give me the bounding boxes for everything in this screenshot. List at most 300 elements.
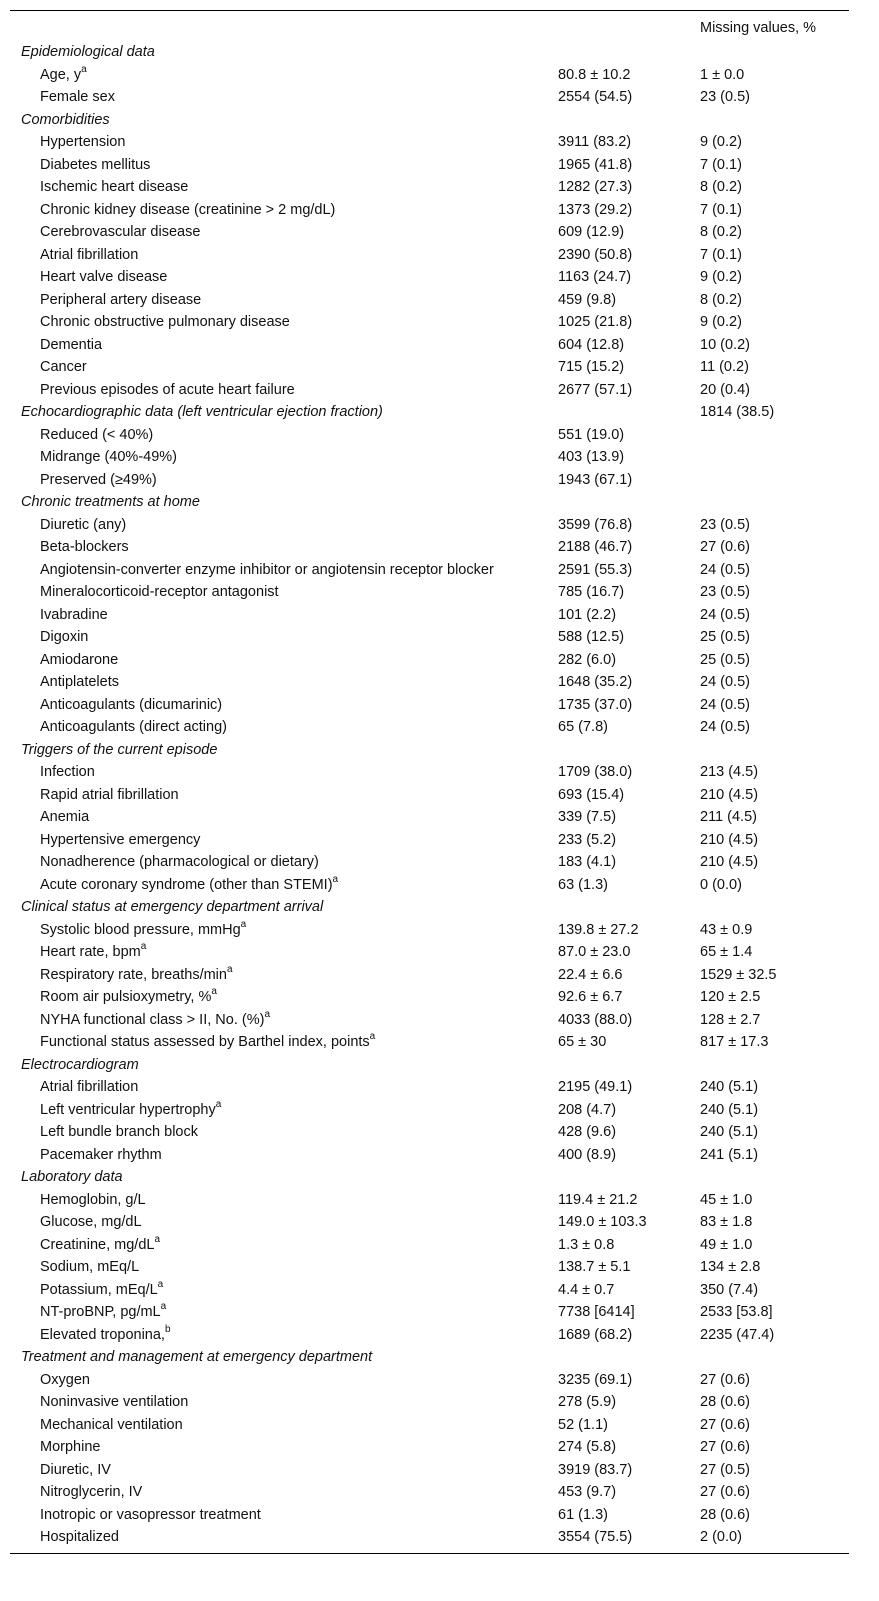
section-row bbox=[10, 1346, 849, 1369]
footnote-marker: b bbox=[164, 1323, 171, 1335]
row-label-text: Preserved (≥49%) bbox=[40, 471, 157, 488]
row-value: 428 (9.6) bbox=[558, 1124, 617, 1140]
table-row bbox=[10, 131, 849, 154]
row-value: 339 (7.5) bbox=[558, 809, 617, 825]
row-value: 693 (15.4) bbox=[558, 786, 625, 803]
row-label-text: Respiratory rate, breaths/min bbox=[40, 966, 227, 983]
table-row bbox=[10, 446, 849, 469]
row-missing: 11 (0.2) bbox=[700, 359, 749, 375]
section-label bbox=[10, 1054, 558, 1077]
table-row bbox=[10, 86, 849, 109]
section-row bbox=[10, 401, 849, 424]
row-missing: 27 (0.5) bbox=[700, 1461, 750, 1478]
row-value: 3554 (75.5) bbox=[558, 1529, 633, 1545]
table-row bbox=[10, 1211, 849, 1234]
row-value: 1025 (21.8) bbox=[558, 314, 633, 330]
row-label-text: Heart rate, bpm bbox=[40, 944, 141, 960]
row-missing: 27 (0.6) bbox=[700, 1416, 750, 1433]
row-value: 22.4 ± 6.6 bbox=[558, 966, 623, 983]
row-value: 403 (13.9) bbox=[558, 449, 625, 465]
row-value: 3235 (69.1) bbox=[558, 1371, 633, 1388]
table-row bbox=[10, 1414, 849, 1437]
row-label bbox=[10, 649, 558, 672]
row-label-text: Age, y bbox=[40, 66, 82, 83]
row-label-text: Heart valve disease bbox=[40, 269, 168, 285]
row-label-text: Hospitalized bbox=[40, 1529, 119, 1545]
row-label-text: Inotropic or vasopressor treatment bbox=[40, 1506, 261, 1523]
table-row bbox=[10, 941, 849, 964]
table-row bbox=[10, 1234, 849, 1257]
table-row bbox=[10, 1526, 849, 1549]
row-label bbox=[10, 266, 558, 289]
row-missing: 120 ± 2.5 bbox=[700, 989, 761, 1005]
row-label bbox=[10, 469, 558, 492]
row-label-text: Digoxin bbox=[40, 629, 89, 645]
table-row bbox=[10, 1504, 849, 1527]
row-value bbox=[558, 739, 700, 762]
table-row bbox=[10, 1121, 849, 1144]
table-row bbox=[10, 874, 849, 897]
table-row bbox=[10, 379, 849, 402]
row-label-text: Diabetes mellitus bbox=[40, 156, 151, 173]
row-label bbox=[10, 356, 558, 379]
row-label bbox=[10, 806, 558, 829]
row-label-text: Atrial fibrillation bbox=[40, 246, 139, 263]
row-label bbox=[10, 1009, 558, 1032]
row-label-text: Ischemic heart disease bbox=[40, 179, 189, 195]
row-label bbox=[10, 1234, 558, 1257]
table-row bbox=[10, 221, 849, 244]
table-header-row bbox=[10, 11, 849, 41]
row-label bbox=[10, 964, 558, 987]
row-label-text: Pacemaker rhythm bbox=[40, 1146, 162, 1163]
row-missing: 210 (4.5) bbox=[700, 786, 759, 803]
row-label-text: Peripheral artery disease bbox=[40, 291, 202, 308]
table-row bbox=[10, 626, 849, 649]
row-missing: 8 (0.2) bbox=[700, 179, 742, 195]
row-value bbox=[558, 491, 700, 514]
table-row bbox=[10, 1279, 849, 1302]
row-value: 453 (9.7) bbox=[558, 1484, 617, 1500]
row-value: 7738 [6414] bbox=[558, 1304, 635, 1320]
row-value: 604 (12.8) bbox=[558, 336, 625, 353]
row-label bbox=[10, 784, 558, 807]
row-missing: 23 (0.5) bbox=[700, 516, 750, 533]
row-value: 1163 (24.7) bbox=[558, 269, 632, 285]
row-missing: 350 (7.4) bbox=[700, 1281, 759, 1298]
row-missing bbox=[700, 446, 849, 469]
row-label-text: Chronic obstructive pulmonary disease bbox=[40, 314, 290, 330]
table-row bbox=[10, 694, 849, 717]
table-row bbox=[10, 1436, 849, 1459]
row-label-text: Oxygen bbox=[40, 1371, 90, 1388]
row-label-text: Reduced (< 40%) bbox=[40, 426, 154, 443]
row-missing bbox=[700, 1346, 849, 1369]
row-value: 588 (12.5) bbox=[558, 629, 625, 645]
row-label bbox=[10, 1099, 558, 1122]
table-row bbox=[10, 536, 849, 559]
row-missing: 9 (0.2) bbox=[700, 134, 742, 150]
row-label-text: Amiodarone bbox=[40, 651, 119, 668]
row-label bbox=[10, 379, 558, 402]
row-value: 278 (5.9) bbox=[558, 1394, 617, 1410]
row-value: 233 (5.2) bbox=[558, 831, 617, 848]
section-row bbox=[10, 109, 849, 132]
table-row bbox=[10, 1324, 849, 1347]
table-row bbox=[10, 64, 849, 87]
row-missing bbox=[700, 491, 849, 514]
row-missing bbox=[700, 469, 849, 492]
row-label-text: Atrial fibrillation bbox=[40, 1079, 139, 1095]
table-row bbox=[10, 761, 849, 784]
table-row bbox=[10, 1009, 849, 1032]
table-row bbox=[10, 244, 849, 267]
row-label-text: Functional status assessed by Barthel index, points bbox=[40, 1034, 370, 1050]
row-label-text: Anticoagulants (direct acting) bbox=[40, 719, 227, 735]
row-label-text: Elevated troponina, bbox=[40, 1326, 165, 1343]
row-missing: 128 ± 2.7 bbox=[700, 1011, 761, 1028]
row-missing: 27 (0.6) bbox=[700, 1371, 750, 1388]
row-missing: 9 (0.2) bbox=[700, 269, 742, 285]
table-row bbox=[10, 604, 849, 627]
row-label bbox=[10, 941, 558, 964]
row-missing: 7 (0.1) bbox=[700, 246, 742, 263]
row-missing: 213 (4.5) bbox=[700, 764, 759, 780]
row-value: 61 (1.3) bbox=[558, 1506, 608, 1523]
row-label bbox=[10, 581, 558, 604]
row-label-text: Rapid atrial fibrillation bbox=[40, 786, 179, 803]
table-row bbox=[10, 1369, 849, 1392]
row-missing bbox=[700, 896, 849, 919]
row-value: 1735 (37.0) bbox=[558, 696, 633, 713]
row-label bbox=[10, 446, 558, 469]
row-missing: 9 (0.2) bbox=[700, 314, 742, 330]
table-container bbox=[10, 10, 849, 1554]
section-row bbox=[10, 1166, 849, 1189]
row-label-text: Beta-blockers bbox=[40, 539, 129, 555]
footnote-marker: a bbox=[140, 941, 147, 953]
row-missing: 24 (0.5) bbox=[700, 606, 750, 623]
row-label bbox=[10, 1459, 558, 1482]
row-value: 609 (12.9) bbox=[558, 224, 625, 240]
table-row bbox=[10, 986, 849, 1009]
row-label-text: Hypertensive emergency bbox=[40, 831, 201, 848]
row-label bbox=[10, 176, 558, 199]
table-row bbox=[10, 266, 849, 289]
row-label bbox=[10, 986, 558, 1009]
row-value: 459 (9.8) bbox=[558, 291, 617, 308]
row-value: 52 (1.1) bbox=[558, 1416, 608, 1433]
table-row bbox=[10, 671, 849, 694]
table-row bbox=[10, 806, 849, 829]
row-value: 1709 (38.0) bbox=[558, 764, 633, 780]
row-missing bbox=[700, 739, 849, 762]
section-label bbox=[10, 1346, 558, 1369]
row-value: 87.0 ± 23.0 bbox=[558, 944, 631, 960]
section-label bbox=[10, 739, 558, 762]
row-missing: 2235 (47.4) bbox=[700, 1326, 775, 1343]
row-value: 139.8 ± 27.2 bbox=[558, 921, 639, 938]
row-label-text: Systolic blood pressure, mmHg bbox=[40, 921, 241, 938]
table-row bbox=[10, 1076, 849, 1099]
row-value bbox=[558, 896, 700, 919]
row-value: 138.7 ± 5.1 bbox=[558, 1259, 631, 1275]
row-missing: 10 (0.2) bbox=[700, 336, 750, 353]
row-missing: 24 (0.5) bbox=[700, 674, 750, 690]
header-label bbox=[10, 11, 558, 41]
row-missing: 210 (4.5) bbox=[700, 854, 759, 870]
row-value: 4.4 ± 0.7 bbox=[558, 1281, 615, 1298]
row-label-text: Angiotensin-converter enzyme inhibitor or angiotensin receptor blocker bbox=[40, 561, 494, 578]
row-value bbox=[558, 1166, 700, 1189]
row-label-text: Midrange (40%-49%) bbox=[40, 449, 178, 465]
row-value bbox=[558, 41, 700, 64]
row-label-text: Anticoagulants (dicumarinic) bbox=[40, 696, 223, 713]
row-value: 2390 (50.8) bbox=[558, 246, 633, 263]
table-row bbox=[10, 919, 849, 942]
row-label-text: Cancer bbox=[40, 359, 87, 375]
row-label-text: Noninvasive ventilation bbox=[40, 1394, 189, 1410]
row-label bbox=[10, 626, 558, 649]
row-label bbox=[10, 604, 558, 627]
row-label-text: Epidemiological data bbox=[21, 44, 155, 60]
row-value: 1943 (67.1) bbox=[558, 471, 633, 488]
row-missing: 28 (0.6) bbox=[700, 1394, 750, 1410]
row-missing: 28 (0.6) bbox=[700, 1506, 750, 1523]
row-value: 2677 (57.1) bbox=[558, 381, 633, 398]
data-table bbox=[10, 11, 849, 1549]
row-label-text: Comorbidities bbox=[21, 111, 110, 128]
row-missing: 24 (0.5) bbox=[700, 696, 750, 713]
row-label bbox=[10, 1391, 558, 1414]
footnote-marker: a bbox=[369, 1031, 376, 1043]
row-value: 2195 (49.1) bbox=[558, 1079, 633, 1095]
table-row bbox=[10, 514, 849, 537]
row-value: 2591 (55.3) bbox=[558, 561, 633, 578]
table-row bbox=[10, 176, 849, 199]
row-missing: 210 (4.5) bbox=[700, 831, 759, 848]
row-label-text: Antiplatelets bbox=[40, 674, 119, 690]
section-label bbox=[10, 401, 558, 424]
row-value: 1.3 ± 0.8 bbox=[558, 1236, 615, 1253]
row-value: 1373 (29.2) bbox=[558, 201, 633, 218]
row-missing: 211 (4.5) bbox=[700, 809, 757, 825]
header-missing: Missing values, % bbox=[700, 19, 817, 36]
row-label bbox=[10, 829, 558, 852]
row-label bbox=[10, 1121, 558, 1144]
footnote-marker: a bbox=[226, 963, 233, 975]
row-label bbox=[10, 221, 558, 244]
row-missing: 24 (0.5) bbox=[700, 561, 750, 578]
row-value: 551 (19.0) bbox=[558, 426, 625, 443]
table-row bbox=[10, 1189, 849, 1212]
section-row bbox=[10, 1054, 849, 1077]
header-value bbox=[558, 11, 700, 41]
row-label bbox=[10, 1256, 558, 1279]
table-row bbox=[10, 784, 849, 807]
row-value: 1282 (27.3) bbox=[558, 179, 633, 195]
row-missing: 817 ± 17.3 bbox=[700, 1034, 769, 1050]
table-row bbox=[10, 1031, 849, 1054]
row-value: 183 (4.1) bbox=[558, 854, 617, 870]
row-missing: 23 (0.5) bbox=[700, 89, 750, 105]
row-label bbox=[10, 919, 558, 942]
table-row bbox=[10, 311, 849, 334]
table-row bbox=[10, 199, 849, 222]
row-missing: 240 (5.1) bbox=[700, 1124, 759, 1140]
row-value: 4033 (88.0) bbox=[558, 1011, 633, 1028]
row-label-text: Left ventricular hypertrophy bbox=[40, 1101, 216, 1118]
table-row bbox=[10, 334, 849, 357]
table-row bbox=[10, 1391, 849, 1414]
table-row bbox=[10, 289, 849, 312]
row-label-text: Diuretic, IV bbox=[40, 1461, 111, 1478]
row-missing: 27 (0.6) bbox=[700, 1484, 750, 1500]
row-label bbox=[10, 761, 558, 784]
bottom-rule bbox=[10, 1553, 849, 1554]
row-value: 400 (8.9) bbox=[558, 1146, 617, 1163]
row-label-text: Creatinine, mg/dL bbox=[40, 1236, 155, 1253]
row-missing: 240 (5.1) bbox=[700, 1079, 759, 1095]
row-label bbox=[10, 874, 558, 897]
row-missing: 0 (0.0) bbox=[700, 876, 742, 893]
row-label-text: Sodium, mEq/L bbox=[40, 1259, 140, 1275]
row-label bbox=[10, 559, 558, 582]
section-label bbox=[10, 1166, 558, 1189]
footnote-marker: a bbox=[157, 1278, 164, 1290]
row-missing: 27 (0.6) bbox=[700, 539, 750, 555]
table-row bbox=[10, 581, 849, 604]
row-value bbox=[558, 109, 700, 132]
footnote-marker: a bbox=[264, 1008, 270, 1020]
row-label bbox=[10, 671, 558, 694]
row-missing: 49 ± 1.0 bbox=[700, 1236, 753, 1253]
row-label-text: Chronic treatments at home bbox=[21, 494, 200, 510]
row-value bbox=[558, 1054, 700, 1077]
row-label bbox=[10, 1526, 558, 1549]
row-missing: 25 (0.5) bbox=[700, 651, 750, 668]
row-missing: 1529 ± 32.5 bbox=[700, 966, 777, 983]
footnote-marker: a bbox=[81, 63, 87, 75]
table-row bbox=[10, 716, 849, 739]
table-row bbox=[10, 469, 849, 492]
table-row bbox=[10, 964, 849, 987]
row-label-text: NYHA functional class > II, No. (%) bbox=[40, 1011, 265, 1028]
footnote-marker: a bbox=[154, 1233, 161, 1245]
row-missing: 8 (0.2) bbox=[700, 291, 742, 308]
row-label bbox=[10, 1481, 558, 1504]
row-missing: 65 ± 1.4 bbox=[700, 944, 753, 960]
section-label bbox=[10, 491, 558, 514]
row-label bbox=[10, 244, 558, 267]
row-label bbox=[10, 1189, 558, 1212]
row-label bbox=[10, 1414, 558, 1437]
row-value: 63 (1.3) bbox=[558, 876, 608, 893]
row-label-text: Nitroglycerin, IV bbox=[40, 1484, 143, 1500]
row-value: 208 (4.7) bbox=[558, 1101, 617, 1118]
row-label bbox=[10, 694, 558, 717]
row-missing bbox=[700, 1054, 849, 1077]
row-value: 149.0 ± 103.3 bbox=[558, 1214, 647, 1230]
table-row bbox=[10, 1481, 849, 1504]
row-value: 3599 (76.8) bbox=[558, 516, 633, 533]
row-label-text: Hypertension bbox=[40, 134, 126, 150]
row-value: 119.4 ± 21.2 bbox=[558, 1191, 638, 1208]
row-value: 101 (2.2) bbox=[558, 606, 617, 623]
row-label-text: Nonadherence (pharmacological or dietary) bbox=[40, 854, 319, 870]
row-label bbox=[10, 1504, 558, 1527]
row-value: 92.6 ± 6.7 bbox=[558, 989, 623, 1005]
table-row bbox=[10, 1256, 849, 1279]
row-label-text: Dementia bbox=[40, 336, 103, 353]
row-label-text: Room air pulsioxymetry, % bbox=[40, 989, 212, 1005]
section-row bbox=[10, 896, 849, 919]
footnote-marker: a bbox=[332, 873, 339, 885]
row-label bbox=[10, 1144, 558, 1167]
table-row bbox=[10, 829, 849, 852]
row-missing: 20 (0.4) bbox=[700, 381, 750, 398]
table-row bbox=[10, 1144, 849, 1167]
row-value: 65 ± 30 bbox=[558, 1034, 607, 1050]
row-label-text: Treatment and management at emergency department bbox=[21, 1349, 373, 1365]
row-missing: 2533 [53.8] bbox=[700, 1304, 773, 1320]
row-missing bbox=[700, 424, 849, 447]
row-label bbox=[10, 716, 558, 739]
section-row bbox=[10, 491, 849, 514]
row-label-text: Chronic kidney disease (creatinine > 2 mg/dL) bbox=[40, 201, 336, 218]
section-label bbox=[10, 896, 558, 919]
row-value: 3911 (83.2) bbox=[558, 134, 632, 150]
row-value: 2554 (54.5) bbox=[558, 89, 633, 105]
row-missing: 7 (0.1) bbox=[700, 201, 742, 218]
row-label-text: Mechanical ventilation bbox=[40, 1416, 183, 1433]
table-row bbox=[10, 1301, 849, 1324]
row-missing: 1 ± 0.0 bbox=[700, 66, 745, 83]
row-value: 715 (15.2) bbox=[558, 359, 625, 375]
table-row bbox=[10, 424, 849, 447]
row-label bbox=[10, 1324, 558, 1347]
footnote-marker: a bbox=[215, 1098, 222, 1110]
row-missing: 23 (0.5) bbox=[700, 584, 750, 600]
row-value: 785 (16.7) bbox=[558, 584, 625, 600]
row-label bbox=[10, 154, 558, 177]
row-value: 282 (6.0) bbox=[558, 651, 617, 668]
row-label-text: Echocardiographic data (left ventricular ejection fraction) bbox=[21, 404, 383, 420]
section-label bbox=[10, 41, 558, 64]
row-missing: 134 ± 2.8 bbox=[700, 1259, 761, 1275]
row-label bbox=[10, 311, 558, 334]
row-label-text: Infection bbox=[40, 764, 95, 780]
row-value bbox=[558, 1346, 700, 1369]
row-missing: 24 (0.5) bbox=[700, 719, 750, 735]
row-missing: 43 ± 0.9 bbox=[700, 921, 753, 938]
row-missing: 7 (0.1) bbox=[700, 156, 742, 173]
table-row bbox=[10, 356, 849, 379]
row-label-text: Laboratory data bbox=[21, 1169, 123, 1185]
row-label bbox=[10, 64, 558, 87]
row-label bbox=[10, 536, 558, 559]
row-value: 1965 (41.8) bbox=[558, 156, 633, 173]
section-row bbox=[10, 41, 849, 64]
row-label-text: Left bundle branch block bbox=[40, 1124, 198, 1140]
section-row bbox=[10, 739, 849, 762]
row-label-text: Ivabradine bbox=[40, 606, 108, 623]
row-label-text: Hemoglobin, g/L bbox=[40, 1191, 146, 1208]
row-label-text: NT-proBNP, pg/mL bbox=[40, 1304, 161, 1320]
row-label bbox=[10, 1436, 558, 1459]
row-label bbox=[10, 1279, 558, 1302]
row-label-text: Previous episodes of acute heart failure bbox=[40, 381, 295, 398]
